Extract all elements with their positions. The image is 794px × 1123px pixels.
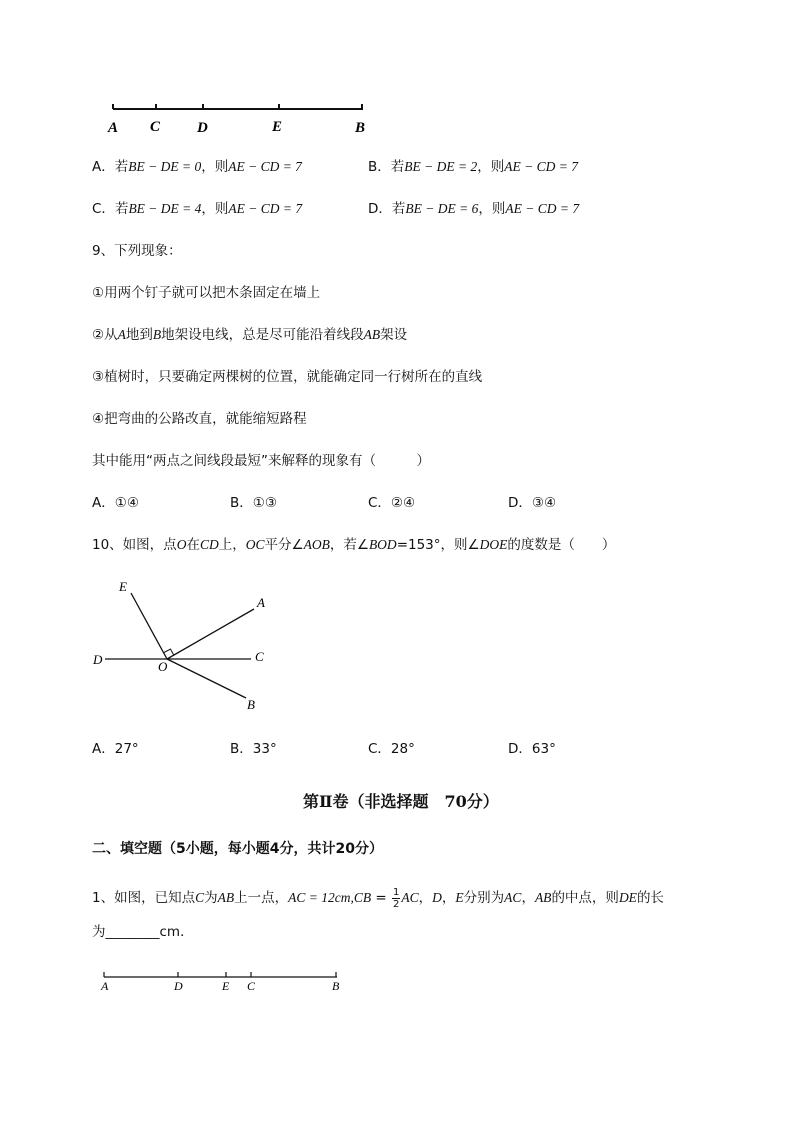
part-two-heading: 第Ⅱ卷（非选择题 70分） [303, 792, 499, 811]
q8-option-a: A．若BE − DE = 0，则AE − CD = 7 [92, 159, 302, 175]
q9-item-3: ③植树时，只要确定两棵树的位置，就能确定同一行树所在的直线 [92, 369, 483, 385]
q9-option-a: A．①④ [92, 495, 139, 511]
q10-option-a: A．27° [92, 741, 139, 757]
q8-option-d: D．若BE − DE = 6，则AE − CD = 7 [368, 201, 580, 217]
point-label-a: A [108, 120, 119, 136]
q9-item-1: ①用两个钉子就可以把木条固定在墙上 [92, 285, 321, 301]
fig-label-b: B [247, 697, 255, 712]
fraction-one-half: $\frac{1}{2}$ [393, 886, 400, 910]
angle-figure [88, 572, 288, 722]
fig-label-c: C [255, 649, 264, 664]
bottom-label-e: E [222, 979, 230, 993]
q10-option-d: D．63° [508, 741, 556, 757]
bottom-label-c: C [247, 979, 256, 993]
segment-figure-top [105, 98, 375, 138]
q8-option-b: B．若BE − DE = 2，则AE − CD = 7 [368, 159, 578, 175]
q9-option-c: C．②④ [368, 495, 416, 511]
segment-figure-bottom [98, 966, 348, 996]
q10-option-b: B．33° [230, 741, 277, 757]
bottom-label-a: A [101, 979, 109, 993]
point-label-e: E [272, 119, 283, 135]
fill-question-1: 1、如图，已知点C为AB上一点，AC = 12cm,CB = $\frac{1}{2}$ AC，D，E分别为AC，AB的中点，则DE的长 [92, 886, 664, 910]
q10-option-c: C．28° [368, 741, 415, 757]
q9-option-d: D．③④ [508, 495, 557, 511]
section-fill-blank-heading: 二、填空题（5小题，每小题4分，共计20分） [92, 841, 383, 857]
point-label-d: D [197, 120, 208, 136]
bottom-label-b: B [332, 979, 340, 993]
bottom-label-d: D [174, 979, 183, 993]
q8-option-c: C．若BE − DE = 4，则AE − CD = 7 [92, 201, 303, 217]
point-label-c: C [150, 119, 161, 135]
q9-item-4: ④把弯曲的公路改直，就能缩短路程 [92, 411, 307, 427]
fig-label-o: O [158, 659, 168, 674]
q9-item-2: ②从A地到B地架设电线，总是尽可能沿着线段AB架设 [92, 327, 408, 343]
point-label-b: B [355, 120, 366, 136]
q10-question: 10、如图，点O在CD上，OC平分∠AOB，若∠BOD=153°，则∠DOE的度数是（ ） [92, 537, 616, 553]
fill-question-1-answer-line: 为________cm． [92, 924, 194, 940]
q9-question: 其中能用“两点之间线段最短”来解释的现象有（ ） [92, 453, 430, 469]
q9-title: 9、下列现象： [92, 243, 182, 259]
fig-label-d: D [93, 652, 103, 667]
fig-label-a: A [257, 595, 265, 610]
q9-option-b: B．①③ [230, 495, 277, 511]
fig-label-e: E [119, 579, 127, 594]
